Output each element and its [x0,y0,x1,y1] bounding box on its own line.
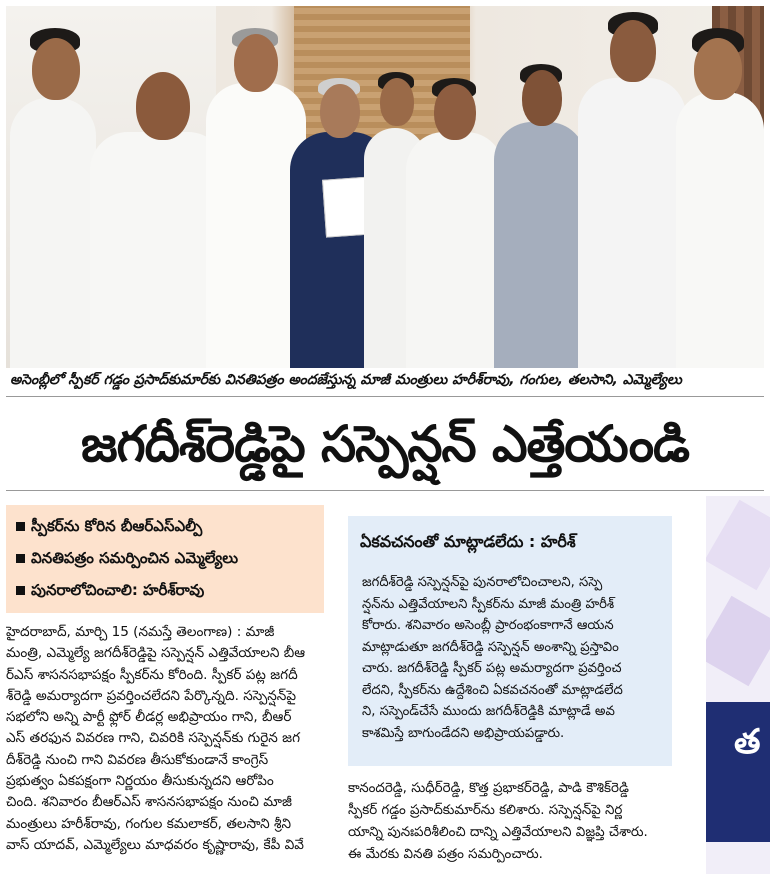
headline: జగదీశ్‌రెడ్డిపై సస్పెన్షన్‌ ఎత్తేయండి [80,415,690,473]
photo-person-1 [10,28,96,368]
sidebar-body: జగదీశ్‌రెడ్డి సస్పెన్షన్‌పై పునరాలోచించాలని, సస్పె న్షన్‌ను ఎత్తివేయాలని స్పీకర్‌ను మాజీ మంత్రి హరీశ్‌ కోరారు. శనివారం అసెంబ్లీ ప్రారంభంకాగానే ఆయన మాట్లాడుతూ జగదీశ్‌రెడ్డి సస్పెన్షన్‌ అంశాన్ని ప్రస్తావిం చారు. జగదీశ్‌రెడ్డి స్పీకర్‌ పట్ల అమర్యాదగా ప్రవర్తించ లేదని, స్పీకర్‌ను ఉద్దేశించి ఏకవచనంతో మాట్లాడలేద ని, సస్పెండ్‌చేసే ముందు జగదీశ్‌రెడ్డికి మాట్లాడే అవ కాశమిస్తే బాగుండేదని అభిప్రాయపడ్డారు. [362,575,623,741]
bullet-icon [16,522,25,531]
sidebar-title: ఏకవచనంతో మాట్లాడలేదు : హరీశ్‌ [360,532,576,551]
article-left-column: హైదరాబాద్‌, మార్చి 15 (నమస్తే తెలంగాణ) : మాజీ మంత్రి, ఎమ్మెల్యే జగదీశ్‌రెడ్డిపై సస్పెన్షన్‌ ఎత్తివేయాలని బీఆ ర్‌ఎస్‌ శాసనసభాపక్షం స్పీకర్‌ను కోరింది. స్పీకర్‌ పట్ల జగదీ శ్‌రెడ్డి అమర్యాదగా ప్రవర్తించలేదని పేర్కొన్నది. సస్పెన్షన్‌పై సభలోని అన్ని పార్టీ ఫ్లోర్‌ లీడర్ల అభిప్రాయం గాని, బీఆర్‌ ఎస్‌ తరఫున వివరణ గాని, చివరికి సస్పెన్షన్‌కు గురైన జగ దీశ్‌రెడ్డి నుంచి గాని వివరణ తీసుకోకుండానే కాంగ్రెస్‌ ప్రభుత్వం ఏకపక్షంగా నిర్ణయం తీసుకున్నదని ఆరోపిం చింది. శనివారం బీఆర్‌ఎస్‌ శాసనసభాపక్షం నుంచి మాజీ మంత్రులు హరీశ్‌రావు, గంగుల కమలాకర్‌, తలసాని శ్రీని వాస్‌ యాదవ్‌, ఎమ్మెల్యేలు మాధవరం కృష్ణారావు, కేపీ వివే [6,624,306,853]
article-right-column: కానందరెడ్డి, సుధీర్‌రెడ్డి, కొత్త ప్రభాకర్‌రెడ్డి, పాడి కౌశిక్‌రెడ్డి స్పీకర్‌ గడ్డం ప్రసాద్‌కుమార్‌ను కలిశారు. సస్పెన్షన్‌పై నిర్ణ యాన్ని పునఃపరిశీలించి దాన్ని ఎత్తివేయాలని విజ్ఞప్తి చేశారు. ఈ మేరకు వినతి పత్రం సమర్పించారు. [348,781,648,862]
sidebar-box [348,516,672,766]
highlight-item: పునరాలోచించాలి: హరీశ్‌రావు [16,581,204,603]
bullet-icon [16,586,25,595]
photo-caption: అసెంబ్లీలో స్పీకర్‌ గడ్డం ప్రసాద్‌కుమార్‌కు వినతిపత్రం అందజేస్తున్న మాజీ మంత్రులు హరీశ్‌రావు, గంగుల, తలసాని, ఎమ్మెల్యేలు [10,372,682,388]
highlight-item: స్పీకర్‌ను కోరిన బీఆర్‌ఎస్‌ఎల్పీ [16,517,202,539]
photo-person-9 [676,28,764,368]
ad-glyph: త [734,722,761,762]
news-photo [6,6,764,368]
advertisement-strip[interactable] [706,496,770,874]
hexagon-shape [706,596,770,687]
photo-person-7 [494,64,586,368]
highlights-box [6,505,324,613]
highlight-item: వినతిపత్రం సమర్పించిన ఎమ్మెల్యేలు [16,549,238,571]
photo-person-8 [578,12,686,368]
bullet-icon [16,554,25,563]
caption-divider [6,396,764,397]
headline-divider [6,490,764,491]
photo-person-6 [406,78,504,368]
hexagon-shape [706,500,770,591]
